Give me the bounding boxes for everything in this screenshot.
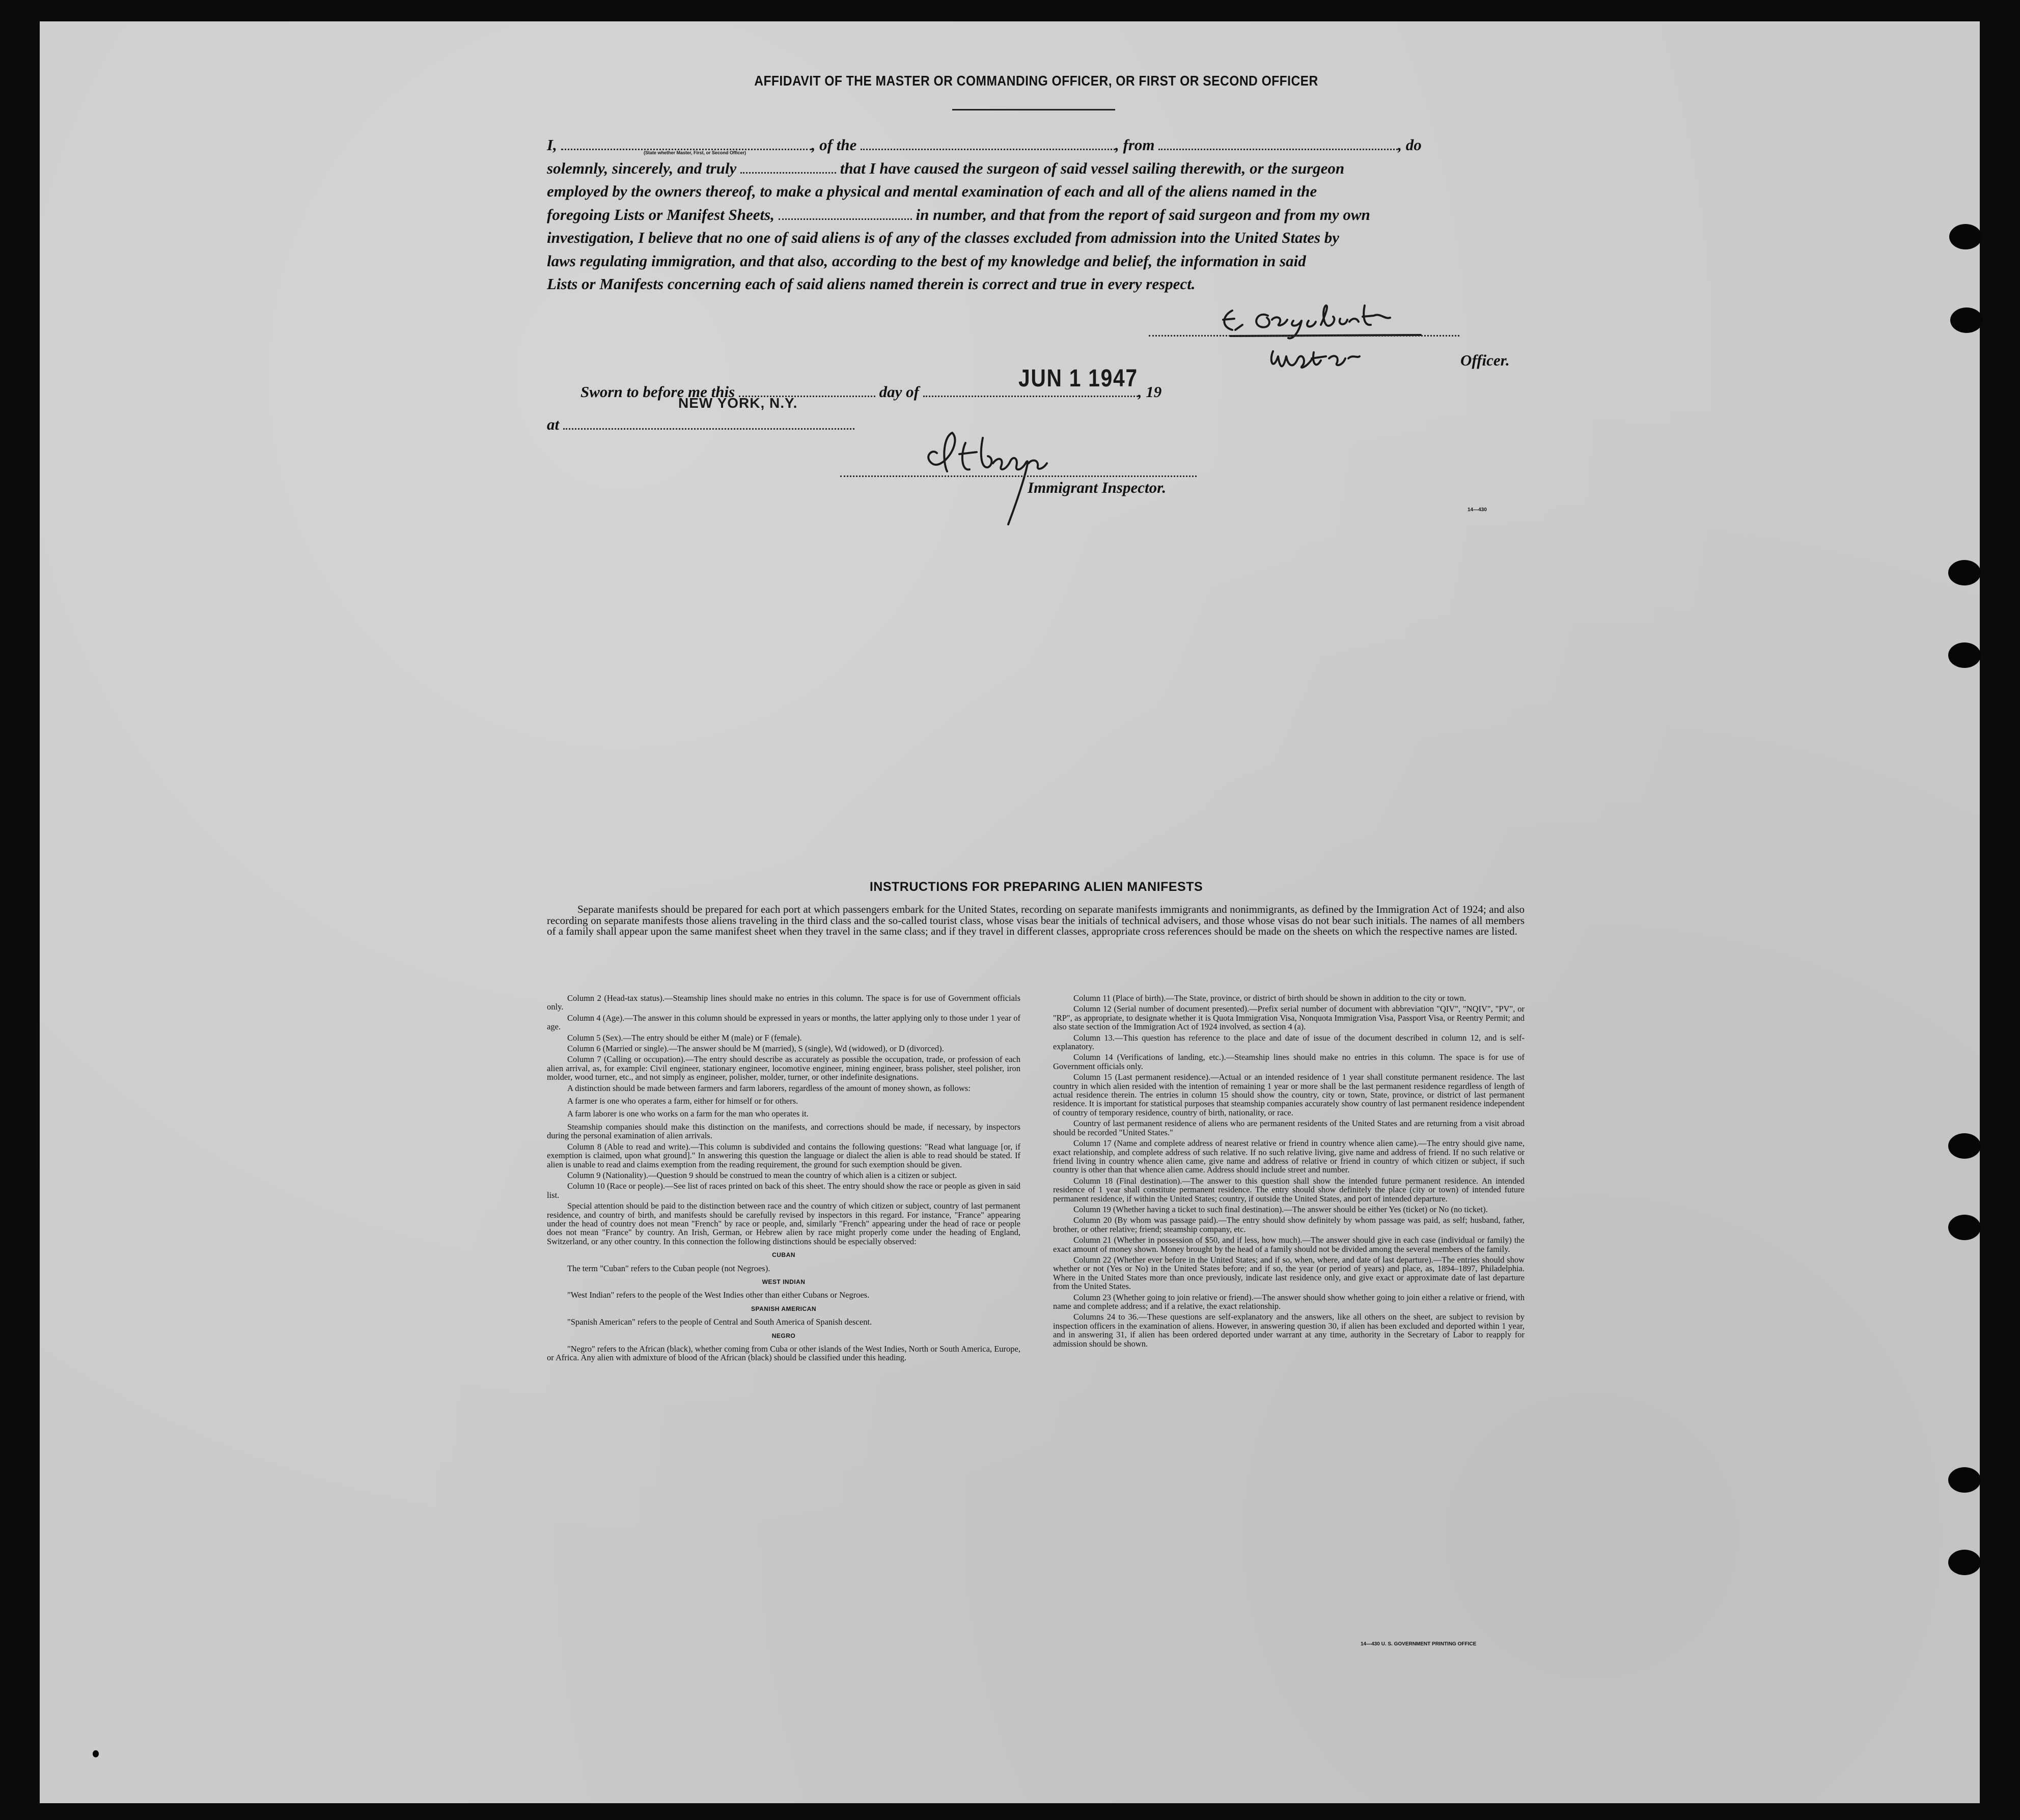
instruction-paragraph: Column 2 (Head-tax status).—Steamship lines should make no entries in this column. The space is for use of Government officials only.: [547, 993, 1020, 1012]
affidavit-line-1: I, , of the , from , do (State whether Master, First, or Second Officer): [547, 136, 1422, 155]
west-indian-heading: WEST INDIAN: [762, 1278, 806, 1285]
instruction-paragraph: Column 21 (Whether in possession of $50, and if less, how much).—The answer should give in each case (individual or family) the exact amount of money shown. Money brought by the head of a family should not be divided among the several members of the family.: [1053, 1235, 1525, 1254]
punch-hole: [1948, 1550, 1981, 1575]
instruction-paragraph: A farmer is one who operates a farm, either for himself or for others.: [567, 1096, 798, 1106]
instructions-title: INSTRUCTIONS FOR PREPARING ALIEN MANIFESTS: [869, 880, 1203, 894]
spanish-american-definition: "Spanish American" refers to the people of Central and South America of Spanish descent.: [567, 1317, 872, 1327]
officer-label: Officer.: [1460, 351, 1510, 369]
instruction-paragraph: Columns 24 to 36.—These questions are self-explanatory and the answers, like all others on the sheet, are subject to revision by inspection officers in the examination of aliens. However, in answering question 30, if alien has been excluded and deported within 1 year, and in answering 31, if alien has been ordered deported under warrant at any time, authority in the Secretary of Labor to reapply for admission should be shown.: [1053, 1312, 1525, 1349]
instruction-paragraph: Column 12 (Serial number of document presented).—Prefix serial number of document with abbreviation "QIV", "NQIV", "PV", or "RP", as appropriate, to designate whether it is Quota Immigration Visa, Nonquota Immigration Visa, Passport Visa, or Reentry Permit; and also state section of the Immigration Act of 1924 involved, as section 4 (a).: [1053, 1004, 1525, 1032]
affidavit-line-4: foregoing Lists or Manifest Sheets, in number, and that from the report of said surgeon and from my own: [547, 205, 1370, 223]
cuban-definition: The term "Cuban" refers to the Cuban people (not Negroes).: [567, 1263, 770, 1273]
inspector-signature-line: [840, 475, 1197, 477]
form-number: 14—430: [1468, 507, 1487, 513]
instruction-paragraph: Column 22 (Whether ever before in the United States; and if so, when, where, and date of last departure).—The entries should show whether or not (Yes or No) in the United States before; and if so, the year (or period of years) and place, as, 1894–1897, Philadelphia. Where in the United States more than once previously, indicate last residence only, and give exact or approximate date of last departure from the United States.: [1053, 1254, 1525, 1292]
instruction-paragraph: Column 5 (Sex).—The entry should be either M (male) or F (female).: [567, 1032, 802, 1043]
instruction-paragraph: Column 8 (Able to read and write).—This column is subdivided and contains the following questions: "Read what language [or, if exemption is claimed, upon what ground]." In answering this question the language or dialect the alien is able to read should be stated. If alien is unable to read and claims exemption from the reading requirement, the ground for such exemption should be given.: [547, 1141, 1020, 1169]
inspector-label: Immigrant Inspector.: [1028, 479, 1167, 496]
affidavit-title: AFFIDAVIT OF THE MASTER OR COMMANDING OFFICER, OR FIRST OR SECOND OFFICER: [754, 73, 1318, 89]
instructions-left-column: [547, 994, 1020, 1364]
instruction-paragraph: Column 17 (Name and complete address of nearest relative or friend in country whence alien came).—The entry should give name, exact relationship, and complete address of such relative. If no such relative living, give name and address of friend. If no such relative or friend living in country whence alien came, give name and address of relative or friend in country of which citizen or subject, if such country is other than that whence alien came. Address should include street and number.: [1053, 1138, 1525, 1175]
affidavit-line-7: Lists or Manifests concerning each of said aliens named therein is correct and true in every respect.: [547, 275, 1196, 293]
punch-hole: [1948, 1215, 1981, 1240]
at-line: at: [547, 415, 854, 434]
officer-rank-note: (State whether Master, First, or Second Officer): [644, 150, 746, 155]
ink-speck: [93, 1750, 99, 1757]
instruction-paragraph: Column 20 (By whom was passage paid).—The entry should show definitely by whom passage was paid, as self; husband, father, brother, or other relative; friend; steamship company, etc.: [1053, 1215, 1525, 1234]
sworn-line: Sworn to before me this day of , 19: [580, 383, 1162, 401]
oath-blank: [740, 162, 836, 174]
affidavit-body: [547, 133, 1525, 296]
printing-office-footer: 14—430 U. S. GOVERNMENT PRINTING OFFICE: [1361, 1641, 1477, 1647]
instructions-right-column: [1053, 994, 1525, 1350]
date-stamp: JUN 1 1947: [1018, 365, 1138, 392]
affidavit-line-6: laws regulating immigration, and that also, according to the best of my knowledge and belief, the information in said: [547, 251, 1306, 270]
instruction-paragraph: Column 15 (Last permanent residence).—Actual or an intended residence of 1 year shall constitute permanent residence. The last country in which alien resided with the intention of remaining 1 year or more shall be the last permanent residence regardless of length of actual residence therein. The entries in column 15 should show the country, city or town, State, province, or district of last permanent residence. It is important for statistical purposes that steamship companies accurately show country of last permanent residence independent of country of temporary residence, country of birth, nationality, or race.: [1053, 1072, 1525, 1117]
officer-name-blank: [561, 139, 812, 150]
instruction-paragraph: A farm laborer is one who works on a farm for the man who operates it.: [567, 1109, 809, 1119]
punch-hole: [1949, 224, 1982, 249]
title-rule: [952, 109, 1115, 110]
instruction-paragraph: Column 13.—This question has reference to the place and date of issue of the document described in column 12, and is self-explanatory.: [1053, 1032, 1525, 1052]
instruction-paragraph: Column 9 (Nationality).—Question 9 should be construed to mean the country of which alien is a citizen or subject.: [567, 1170, 957, 1180]
instruction-paragraph: Column 11 (Place of birth).—The State, province, or district of birth should be shown in addition to the city or town.: [1073, 993, 1466, 1003]
instructions-intro: Separate manifests should be prepared for each port at which passengers embark for the United States, recording on separate manifests immigrants and nonimmigrants, as defined by the Immigration Act of 1924; and also recording on separate manifests those aliens traveling in the third class and the so-called tourist class, whose visas bear the initials of technical advisers, and those whose visas do not bear such initials. The names of all members of a family shall appear upon the same manifest sheet when they travel in the same class; and if they travel in different classes, appropriate cross references should be made on the sheets on which the respective names are listed.: [547, 903, 1525, 937]
instruction-paragraph: Column 18 (Final destination).—The answer to this question shall show the intended future permanent residence. An intended residence of 1 year shall constitute permanent residence. The entry should show definitely the place (city or town) of intended future permanent residence, if within the United States; country, if outside the United States, and port of intended departure.: [1053, 1175, 1525, 1203]
from-blank: [1158, 139, 1398, 150]
master-signature-line: [1149, 335, 1459, 337]
punch-hole: [1948, 1133, 1981, 1159]
instruction-paragraph: Column 19 (Whether having a ticket to such final destination).—The answer should be either Yes (ticket) or No (no ticket).: [1073, 1204, 1488, 1214]
place-stamp: NEW YORK, N.Y.: [678, 395, 798, 411]
instruction-paragraph: Column 7 (Calling or occupation).—The entry should describe as accurately as possible the occupation, trade, or profession of each alien arrival, as, for example: Civil engineer, stationary engineer, locomotive engineer, mining engineer, brass polisher, steel polisher, iron molder, wood turner, etc., and not simply as engineer, polisher, molder, turner, or other indefinite designations.: [547, 1054, 1020, 1082]
punch-hole: [1948, 1467, 1981, 1493]
negro-definition: "Negro" refers to the African (black), whether coming from Cuba or other islands of the West Indies, North or South America, Europe, or Africa. Any alien with admixture of blood of the African (black) should be classified under this heading.: [547, 1344, 1020, 1363]
punch-hole: [1950, 307, 1983, 333]
instruction-paragraph: Steamship companies should make this distinction on the manifests, and corrections should be made, if necessary, by inspectors during the personal examination of alien arrivals.: [547, 1122, 1020, 1141]
sheet-count-blank: [779, 209, 912, 220]
affidavit-line-3: employed by the owners thereof, to make a physical and mental examination of each and all of the aliens named in the: [547, 182, 1317, 200]
punch-hole: [1948, 642, 1981, 668]
instruction-paragraph: Special attention should be paid to the distinction between race and the country of which citizen or subject, country of last permanent residence, and country of birth, and manifests should be carefully revised by inspectors in this regard. For instance, "France" appearing under the head of country does not mean "French" by race or people, and, similarly "French" appearing under the head of race or people does not mean "France" by country. An Irish, German, or Hebrew alien by race might properly come under the heading of England, Switzerland, or any other country. In this connection the following distinctions should be especially observed:: [547, 1201, 1020, 1246]
instruction-paragraph: A distinction should be made between farmers and farm laborers, regardless of the amount of money shown, as follows:: [567, 1083, 971, 1093]
affidavit-line-2: solemnly, sincerely, and truly that I have caused the surgeon of said vessel sailing therewith, or the surgeon: [547, 159, 1345, 177]
cuban-heading: CUBAN: [772, 1251, 795, 1259]
instruction-paragraph: Column 23 (Whether going to join relative or friend).—The answer should show whether going to join either a relative or friend, with name and complete address; and if a relative, the exact relationship.: [1053, 1292, 1525, 1311]
instruction-paragraph: Column 4 (Age).—The answer in this column should be expressed in years or months, the latter applying only to those under 1 year of age.: [547, 1013, 1020, 1032]
instruction-paragraph: Column 14 (Verifications of landing, etc.).—Steamship lines should make no entries in this column. The space is for use of Government officials only.: [1053, 1052, 1525, 1071]
spanish-american-heading: SPANISH AMERICAN: [751, 1305, 816, 1312]
instruction-paragraph: Column 6 (Married or single).—The answer should be M (married), S (single), Wd (widowed), or D (divorced).: [567, 1044, 944, 1054]
master-signature: [1212, 295, 1477, 382]
negro-heading: NEGRO: [771, 1332, 796, 1339]
punch-hole: [1948, 560, 1981, 585]
place-blank: [563, 418, 854, 430]
instruction-paragraph: Country of last permanent residence of aliens who are permanent residents of the United States and are returning from a visit abroad should be recorded "United States.": [1053, 1118, 1525, 1137]
vessel-blank: [861, 139, 1115, 150]
instruction-paragraph: Column 10 (Race or people).—See list of races printed on back of this sheet. The entry should show the race or people as given in said list.: [547, 1181, 1021, 1200]
west-indian-definition: "West Indian" refers to the people of the West Indies other than either Cubans or Negroes.: [567, 1290, 870, 1300]
affidavit-line-5: investigation, I believe that no one of said aliens is of any of the classes excluded from admission into the United States by: [547, 229, 1340, 246]
